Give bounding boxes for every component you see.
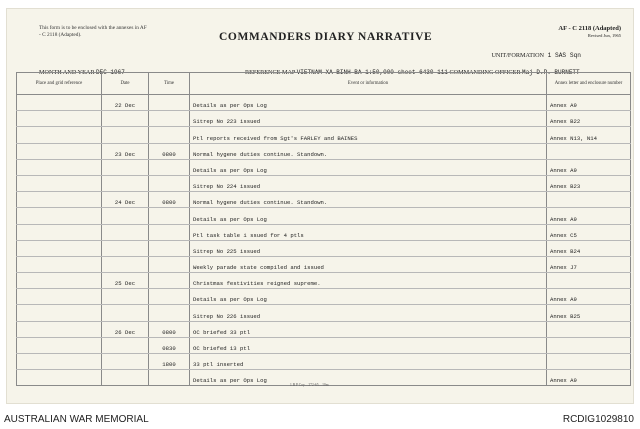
month-value: DEC 1967 <box>96 69 125 76</box>
diary-table-body <box>17 95 631 386</box>
cell-time <box>149 175 190 191</box>
cell-date <box>102 305 149 321</box>
cell-date <box>102 127 149 143</box>
cell-date: 23 Dec <box>102 143 149 159</box>
table-header-row <box>17 73 631 95</box>
cell-place <box>17 111 102 127</box>
cell-event: Details as per Ops Log <box>190 370 547 386</box>
footer-source: AUSTRALIAN WAR MEMORIAL <box>4 414 149 425</box>
cell-date: 24 Dec <box>102 192 149 208</box>
cell-annex <box>547 273 631 289</box>
cell-date <box>102 111 149 127</box>
cell-time <box>149 95 190 111</box>
cell-annex: Annex J7 <box>547 256 631 272</box>
cell-date <box>102 289 149 305</box>
cell-time <box>149 305 190 321</box>
cell-place <box>17 224 102 240</box>
cell-date <box>102 354 149 370</box>
cell-annex: Annex N13, N14 <box>547 127 631 143</box>
cell-annex: Annex A9 <box>547 370 631 386</box>
cell-annex <box>547 354 631 370</box>
enclosure-notice: This form is to be enclosed with the annexes in AF - C 2118 (Adapted). <box>39 25 147 38</box>
cell-place <box>17 289 102 305</box>
cell-event: 33 ptl inserted <box>190 354 547 370</box>
cell-place <box>17 208 102 224</box>
officer-label: COMMANDING OFFICER <box>449 69 521 76</box>
cell-place <box>17 370 102 386</box>
table-row <box>17 240 631 256</box>
table-row <box>17 192 631 208</box>
cell-event: OC briefed 13 ptl <box>190 337 547 353</box>
cell-date <box>102 256 149 272</box>
table-row <box>17 143 631 159</box>
cell-time <box>149 240 190 256</box>
cell-date: 22 Dec <box>102 95 149 111</box>
cell-date: 26 Dec <box>102 321 149 337</box>
cell-annex <box>547 143 631 159</box>
cell-date <box>102 337 149 353</box>
cell-event: Ptl reports received from Sgt's FARLEY and BAINES <box>190 127 547 143</box>
table-row <box>17 224 631 240</box>
header-place: Place and grid reference <box>17 73 102 95</box>
unit-value: 1 SAS Sqn <box>547 52 581 59</box>
table-row <box>17 354 631 370</box>
cell-place <box>17 305 102 321</box>
diary-table <box>16 72 631 386</box>
cell-annex: Annex A9 <box>547 208 631 224</box>
form-revision: Revised Jun, 1965 <box>587 33 621 38</box>
cell-time <box>149 159 190 175</box>
table-row <box>17 337 631 353</box>
cell-time <box>149 224 190 240</box>
table-row <box>17 305 631 321</box>
table-row <box>17 273 631 289</box>
cell-time: 0800 <box>149 192 190 208</box>
cell-event: Weekly parade state compiled and issued <box>190 256 547 272</box>
cell-event: Sitrep No 223 issued <box>190 111 547 127</box>
cell-event: Details as per Ops Log <box>190 159 547 175</box>
header-date: Date <box>102 73 149 95</box>
cell-time <box>149 127 190 143</box>
cell-annex: Annex A9 <box>547 95 631 111</box>
header-annex: Annex letter and enclosure number <box>547 73 631 95</box>
month-label: MONTH AND YEAR <box>39 69 95 76</box>
reference-label: REFERENCE MAP <box>245 69 296 76</box>
cell-time <box>149 370 190 386</box>
cell-annex <box>547 192 631 208</box>
cell-place <box>17 159 102 175</box>
cell-place <box>17 354 102 370</box>
cell-date <box>102 208 149 224</box>
cell-date: 25 Dec <box>102 273 149 289</box>
cell-place <box>17 95 102 111</box>
cell-annex <box>547 337 631 353</box>
table-row <box>17 127 631 143</box>
header-time: Time <box>149 73 190 95</box>
cell-event: Christmas festivities reigned supreme. <box>190 273 547 289</box>
officer-value: Maj D.P. BURNETT <box>522 69 580 76</box>
footer-id: RCDIG1029810 <box>562 414 634 425</box>
unit-label: UNIT/FORMATION <box>491 52 545 59</box>
cell-annex: Annex B24 <box>547 240 631 256</box>
form-title: COMMANDERS DIARY NARRATIVE <box>219 31 433 43</box>
printer-code: 1 B P Coy—272-65—10m <box>290 383 329 387</box>
table-row <box>17 256 631 272</box>
cell-time: 1800 <box>149 354 190 370</box>
cell-time <box>149 208 190 224</box>
header-event: Event or information <box>190 73 547 95</box>
cell-place <box>17 143 102 159</box>
form-code-block <box>558 25 621 38</box>
cell-event: Normal hygene duties continue. Standown. <box>190 143 547 159</box>
table-row <box>17 208 631 224</box>
cell-time <box>149 111 190 127</box>
table-row <box>17 175 631 191</box>
cell-time <box>149 273 190 289</box>
table-row <box>17 159 631 175</box>
unit-formation <box>491 52 581 59</box>
cell-place <box>17 127 102 143</box>
cell-event: OC briefed 33 ptl <box>190 321 547 337</box>
cell-event: Details as per Ops Log <box>190 95 547 111</box>
cell-annex: Annex A9 <box>547 289 631 305</box>
cell-place <box>17 321 102 337</box>
cell-time <box>149 289 190 305</box>
cell-time: 0800 <box>149 143 190 159</box>
cell-event: Normal hygene duties continue. Standown. <box>190 192 547 208</box>
cell-annex: Annex B25 <box>547 305 631 321</box>
cell-time: 0800 <box>149 321 190 337</box>
cell-event: Sitrep No 226 issued <box>190 305 547 321</box>
cell-date <box>102 175 149 191</box>
cell-place <box>17 273 102 289</box>
cell-event: Details as per Ops Log <box>190 289 547 305</box>
cell-annex: Annex A9 <box>547 159 631 175</box>
cell-event: Sitrep No 224 issued <box>190 175 547 191</box>
cell-place <box>17 192 102 208</box>
cell-place <box>17 337 102 353</box>
cell-place <box>17 175 102 191</box>
cell-date <box>102 370 149 386</box>
cell-event: Sitrep No 225 issued <box>190 240 547 256</box>
cell-annex: Annex C5 <box>547 224 631 240</box>
cell-annex: Annex B22 <box>547 111 631 127</box>
cell-event: Ptl task table i ssued for 4 ptls <box>190 224 547 240</box>
cell-annex <box>547 321 631 337</box>
cell-event: Details as per Ops Log <box>190 208 547 224</box>
table-row <box>17 111 631 127</box>
reference-value: VIETNAM XA BINH BA 1:50,000 sheet 6430 111 <box>296 69 448 76</box>
cell-date <box>102 224 149 240</box>
form-code: AF - C 2118 (Adapted) <box>558 25 621 32</box>
cell-date <box>102 240 149 256</box>
cell-time <box>149 256 190 272</box>
table-row <box>17 321 631 337</box>
cell-date <box>102 159 149 175</box>
table-row <box>17 289 631 305</box>
cell-place <box>17 240 102 256</box>
cell-place <box>17 256 102 272</box>
cell-annex: Annex B23 <box>547 175 631 191</box>
cell-time: 0830 <box>149 337 190 353</box>
table-row <box>17 95 631 111</box>
